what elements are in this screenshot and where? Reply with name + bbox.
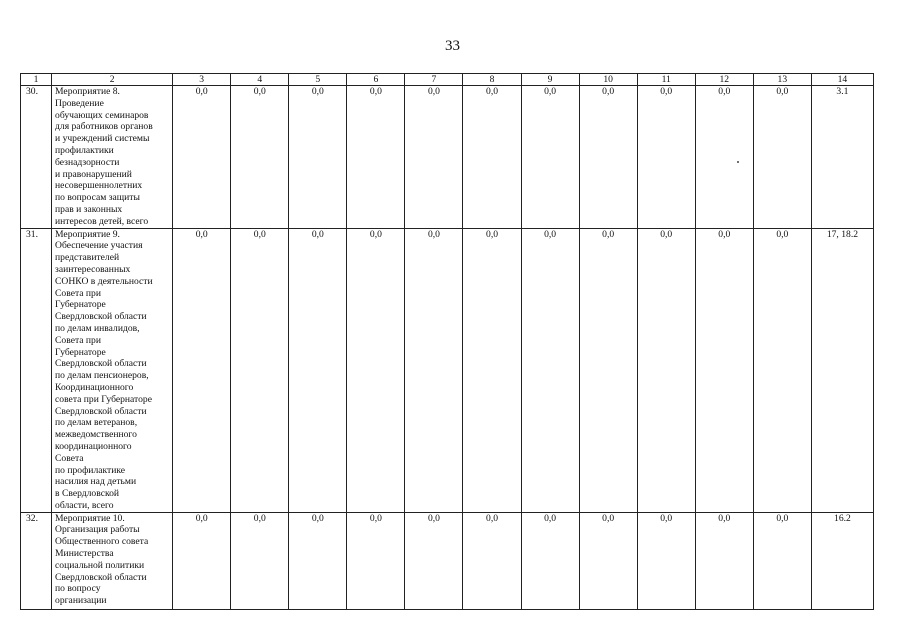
table-row <box>21 86 874 229</box>
value-cell: 0,0 <box>289 512 347 609</box>
column-header: 6 <box>347 74 405 86</box>
column-header: 5 <box>289 74 347 86</box>
column-header: 14 <box>811 74 873 86</box>
value-cell: 0,0 <box>463 512 521 609</box>
value-cell: 0,0 <box>753 512 811 609</box>
reference-cell: 17, 18.2 <box>811 228 873 512</box>
table-row <box>21 512 874 609</box>
column-header: 11 <box>637 74 695 86</box>
scan-speck <box>737 161 739 163</box>
page-number: 33 <box>445 38 460 54</box>
activity-description: Мероприятие 8. Проведение обучающих семинаров для работников органов и учреждений системы профилактики безнадзорности и правонарушений несовершеннолетних по вопросам защиты прав и законных интересов детей, всего <box>52 86 173 229</box>
value-cell: 0,0 <box>695 512 753 609</box>
value-cell: 0,0 <box>173 512 231 609</box>
column-header: 8 <box>463 74 521 86</box>
value-cell: 0,0 <box>347 228 405 512</box>
row-number: 30. <box>21 86 52 229</box>
value-cell: 0,0 <box>695 228 753 512</box>
value-cell: 0,0 <box>579 228 637 512</box>
column-header: 12 <box>695 74 753 86</box>
row-number: 31. <box>21 228 52 512</box>
value-cell: 0,0 <box>463 228 521 512</box>
reference-cell: 16.2 <box>811 512 873 609</box>
value-cell: 0,0 <box>521 228 579 512</box>
value-cell: 0,0 <box>405 512 463 609</box>
value-cell: 0,0 <box>753 86 811 229</box>
row-number: 32. <box>21 512 52 609</box>
value-cell: 0,0 <box>637 512 695 609</box>
column-header: 13 <box>753 74 811 86</box>
value-cell: 0,0 <box>579 86 637 229</box>
value-cell: 0,0 <box>347 86 405 229</box>
column-header: 3 <box>173 74 231 86</box>
value-cell: 0,0 <box>695 86 753 229</box>
value-cell: 0,0 <box>753 228 811 512</box>
column-header: 7 <box>405 74 463 86</box>
value-cell: 0,0 <box>289 86 347 229</box>
value-cell: 0,0 <box>637 228 695 512</box>
value-cell: 0,0 <box>347 512 405 609</box>
value-cell: 0,0 <box>521 86 579 229</box>
table-row <box>21 228 874 512</box>
reference-cell: 3.1 <box>811 86 873 229</box>
value-cell: 0,0 <box>231 512 289 609</box>
column-header: 10 <box>579 74 637 86</box>
value-cell: 0,0 <box>231 86 289 229</box>
value-cell: 0,0 <box>405 228 463 512</box>
column-header: 2 <box>52 74 173 86</box>
column-header: 9 <box>521 74 579 86</box>
program-activities-table <box>20 73 874 610</box>
value-cell: 0,0 <box>405 86 463 229</box>
value-cell: 0,0 <box>173 86 231 229</box>
value-cell: 0,0 <box>289 228 347 512</box>
column-number-row <box>21 74 874 86</box>
activity-description: Мероприятие 10. Организация работы Общественного совета Министерства социальной политики Свердловской области по вопросу организации <box>52 512 173 609</box>
column-header: 4 <box>231 74 289 86</box>
value-cell: 0,0 <box>463 86 521 229</box>
value-cell: 0,0 <box>579 512 637 609</box>
value-cell: 0,0 <box>637 86 695 229</box>
column-header: 1 <box>21 74 52 86</box>
activity-description: Мероприятие 9. Обеспечение участия представителей заинтересованных СОНКО в деятельности Совета при Губернаторе Свердловской области по делам инвалидов, Совета при Губернаторе Свердловской области по делам пенсионеров, Координационного совета при Губернаторе Свердловской области по делам ветеранов, межведомственного координационного Совета по профилактике насилия над детьми в Свердловской области, всего <box>52 228 173 512</box>
value-cell: 0,0 <box>231 228 289 512</box>
value-cell: 0,0 <box>173 228 231 512</box>
value-cell: 0,0 <box>521 512 579 609</box>
